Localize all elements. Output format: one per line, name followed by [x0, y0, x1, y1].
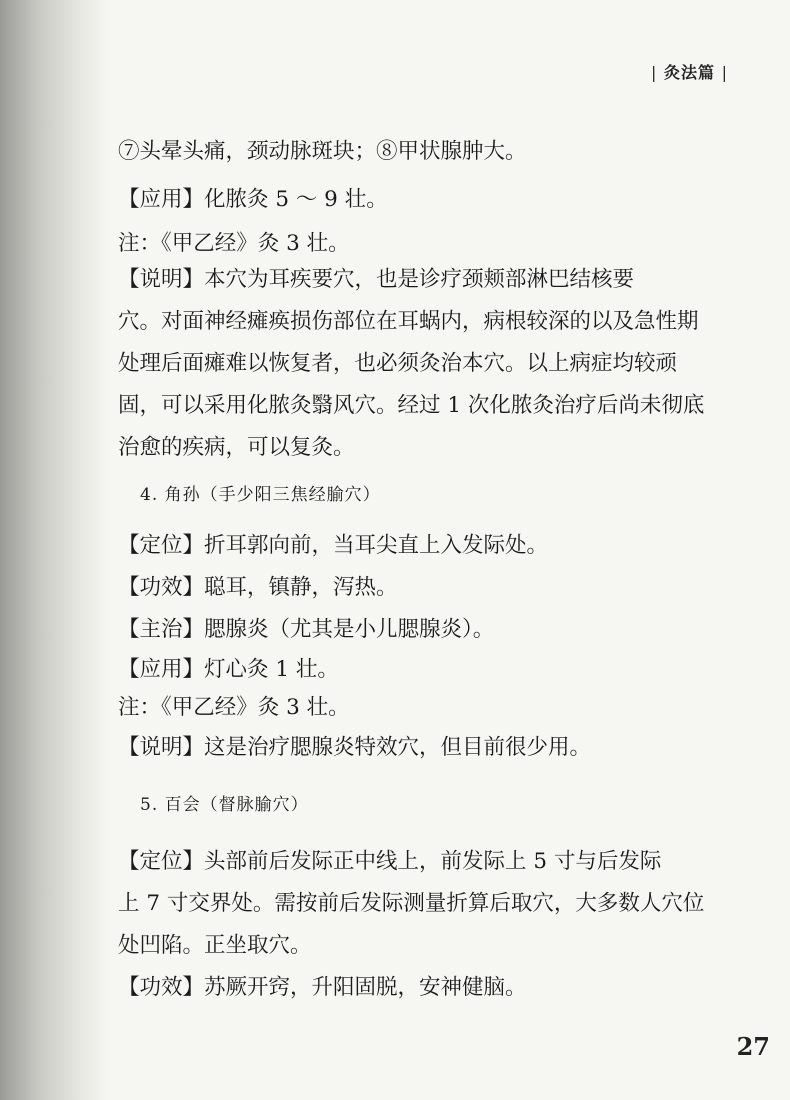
book-spine-shadow — [0, 0, 110, 1100]
text-line: 注：《甲乙经》灸 3 壮。 — [118, 231, 350, 256]
text-line: 【应用】灯心灸 1 壮。 — [118, 657, 339, 682]
chapter-title: 灸法篇 — [664, 63, 716, 82]
text-line: 固，可以采用化脓灸翳风穴。经过 1 次化脓灸治疗后尚未彻底 — [118, 393, 705, 418]
text-line: 【定位】折耳郭向前，当耳尖直上入发际处。 — [118, 533, 549, 558]
text-line: 【说明】这是治疗腮腺炎特效穴，但目前很少用。 — [118, 735, 592, 760]
text-line: 【主治】腮腺炎（尤其是小儿腮腺炎）。 — [118, 617, 495, 642]
text-line: 【定位】头部前后发际正中线上，前发际上 5 寸与后发际 — [118, 849, 662, 874]
text-line: 治愈的疾病，可以复灸。 — [118, 435, 355, 460]
section-heading: 5. 百会（督脉腧穴） — [140, 795, 309, 815]
text-line: 【应用】化脓灸 5 ～ 9 壮。 — [118, 187, 388, 212]
text-line: 上 7 寸交界处。需按前后发际测量折算后取穴，大多数人穴位 — [118, 891, 705, 916]
text-line: 处理后面瘫难以恢复者，也必须灸治本穴。以上病症均较顽 — [118, 351, 678, 376]
page-number: 27 — [736, 1032, 770, 1061]
text-line: 【功效】聪耳，镇静，泻热。 — [118, 575, 398, 600]
text-line: 处凹陷。正坐取穴。 — [118, 933, 312, 958]
running-header: | 灸法篇 | — [651, 63, 728, 82]
text-line: ⑦头晕头痛，颈动脉斑块；⑧甲状腺肿大。 — [118, 139, 527, 164]
text-line: 【说明】本穴为耳疾要穴，也是诊疗颈颊部淋巴结核要 — [118, 267, 635, 292]
text-line: 【功效】苏厥开窍，升阳固脱，安神健脑。 — [118, 975, 527, 1000]
section-heading: 4. 角孙（手少阳三焦经腧穴） — [140, 485, 381, 505]
text-line: 穴。对面神经瘫痪损伤部位在耳蜗内，病根较深的以及急性期 — [118, 309, 699, 334]
text-line: 注：《甲乙经》灸 3 壮。 — [118, 695, 350, 720]
